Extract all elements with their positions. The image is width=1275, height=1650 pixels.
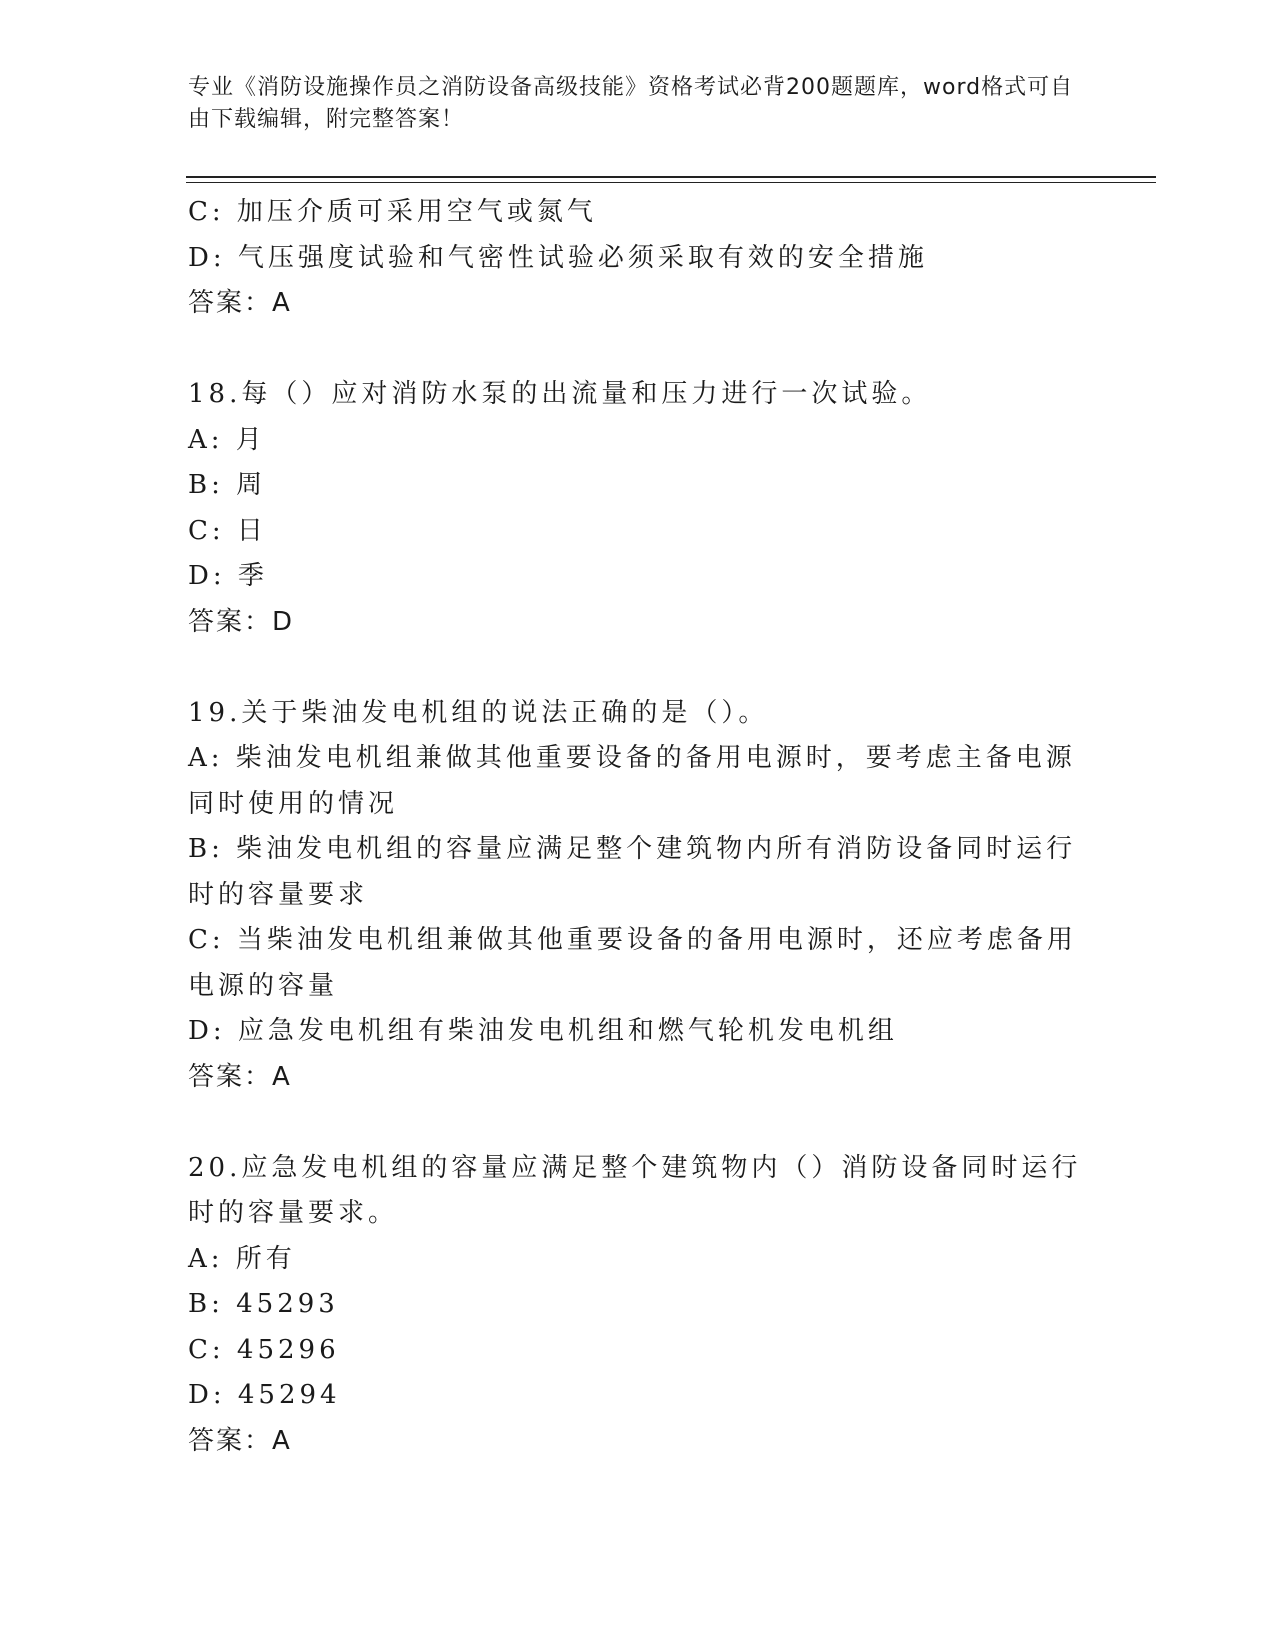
spacer: [188, 327, 1088, 373]
question-stem: 18.每（）应对消防水泵的出流量和压力进行一次试验。: [188, 379, 932, 409]
option-d: D: 气压强度试验和气密性试验必须采取有效的安全措施: [188, 242, 928, 273]
question-stem: 20.应急发电机组的容量应满足整个建筑物内（）消防设备同时运行时的容量要求。: [188, 1152, 1082, 1228]
option-a: A: 月: [188, 424, 266, 455]
question-list: [188, 190, 1088, 1464]
option-b: B: 周: [188, 470, 267, 500]
option-a: A: 所有: [188, 1243, 296, 1274]
spacer: [188, 645, 1088, 691]
header-rule-thick: [186, 176, 1156, 178]
answer-line: 答案：A: [188, 1061, 292, 1092]
question-stem: 19.关于柴油发电机组的说法正确的是（）。: [188, 697, 769, 728]
option-c: C: 日: [188, 515, 267, 546]
header-rule-thin: [186, 182, 1156, 183]
option-d: D: 季: [188, 561, 268, 591]
answer-line: 答案：D: [188, 606, 295, 637]
option-d: D: 应急发电机组有柴油发电机组和燃气轮机发电机组: [188, 1016, 898, 1046]
option-b: B: 45293: [188, 1289, 339, 1319]
option-a: A: 柴油发电机组兼做其他重要设备的备用电源时，要考虑主备电源同时使用的情况: [188, 743, 1076, 819]
option-c: C: 当柴油发电机组兼做其他重要设备的备用电源时，还应考虑备用电源的容量: [188, 925, 1077, 1001]
option-b: B: 柴油发电机组的容量应满足整个建筑物内所有消防设备同时运行时的容量要求: [188, 834, 1077, 910]
answer-line: 答案：A: [188, 1425, 292, 1456]
document-header: 专业《消防设施操作员之消防设备高级技能》资格考试必背200题题库，word格式可自由下载编辑，附完整答案！: [188, 75, 1074, 132]
spacer: [188, 1100, 1088, 1146]
option-c: C: 加压介质可采用空气或氮气: [188, 197, 597, 227]
option-c: C: 45296: [188, 1334, 340, 1365]
option-d: D: 45294: [188, 1380, 341, 1410]
answer-line: 答案：A: [188, 288, 292, 318]
